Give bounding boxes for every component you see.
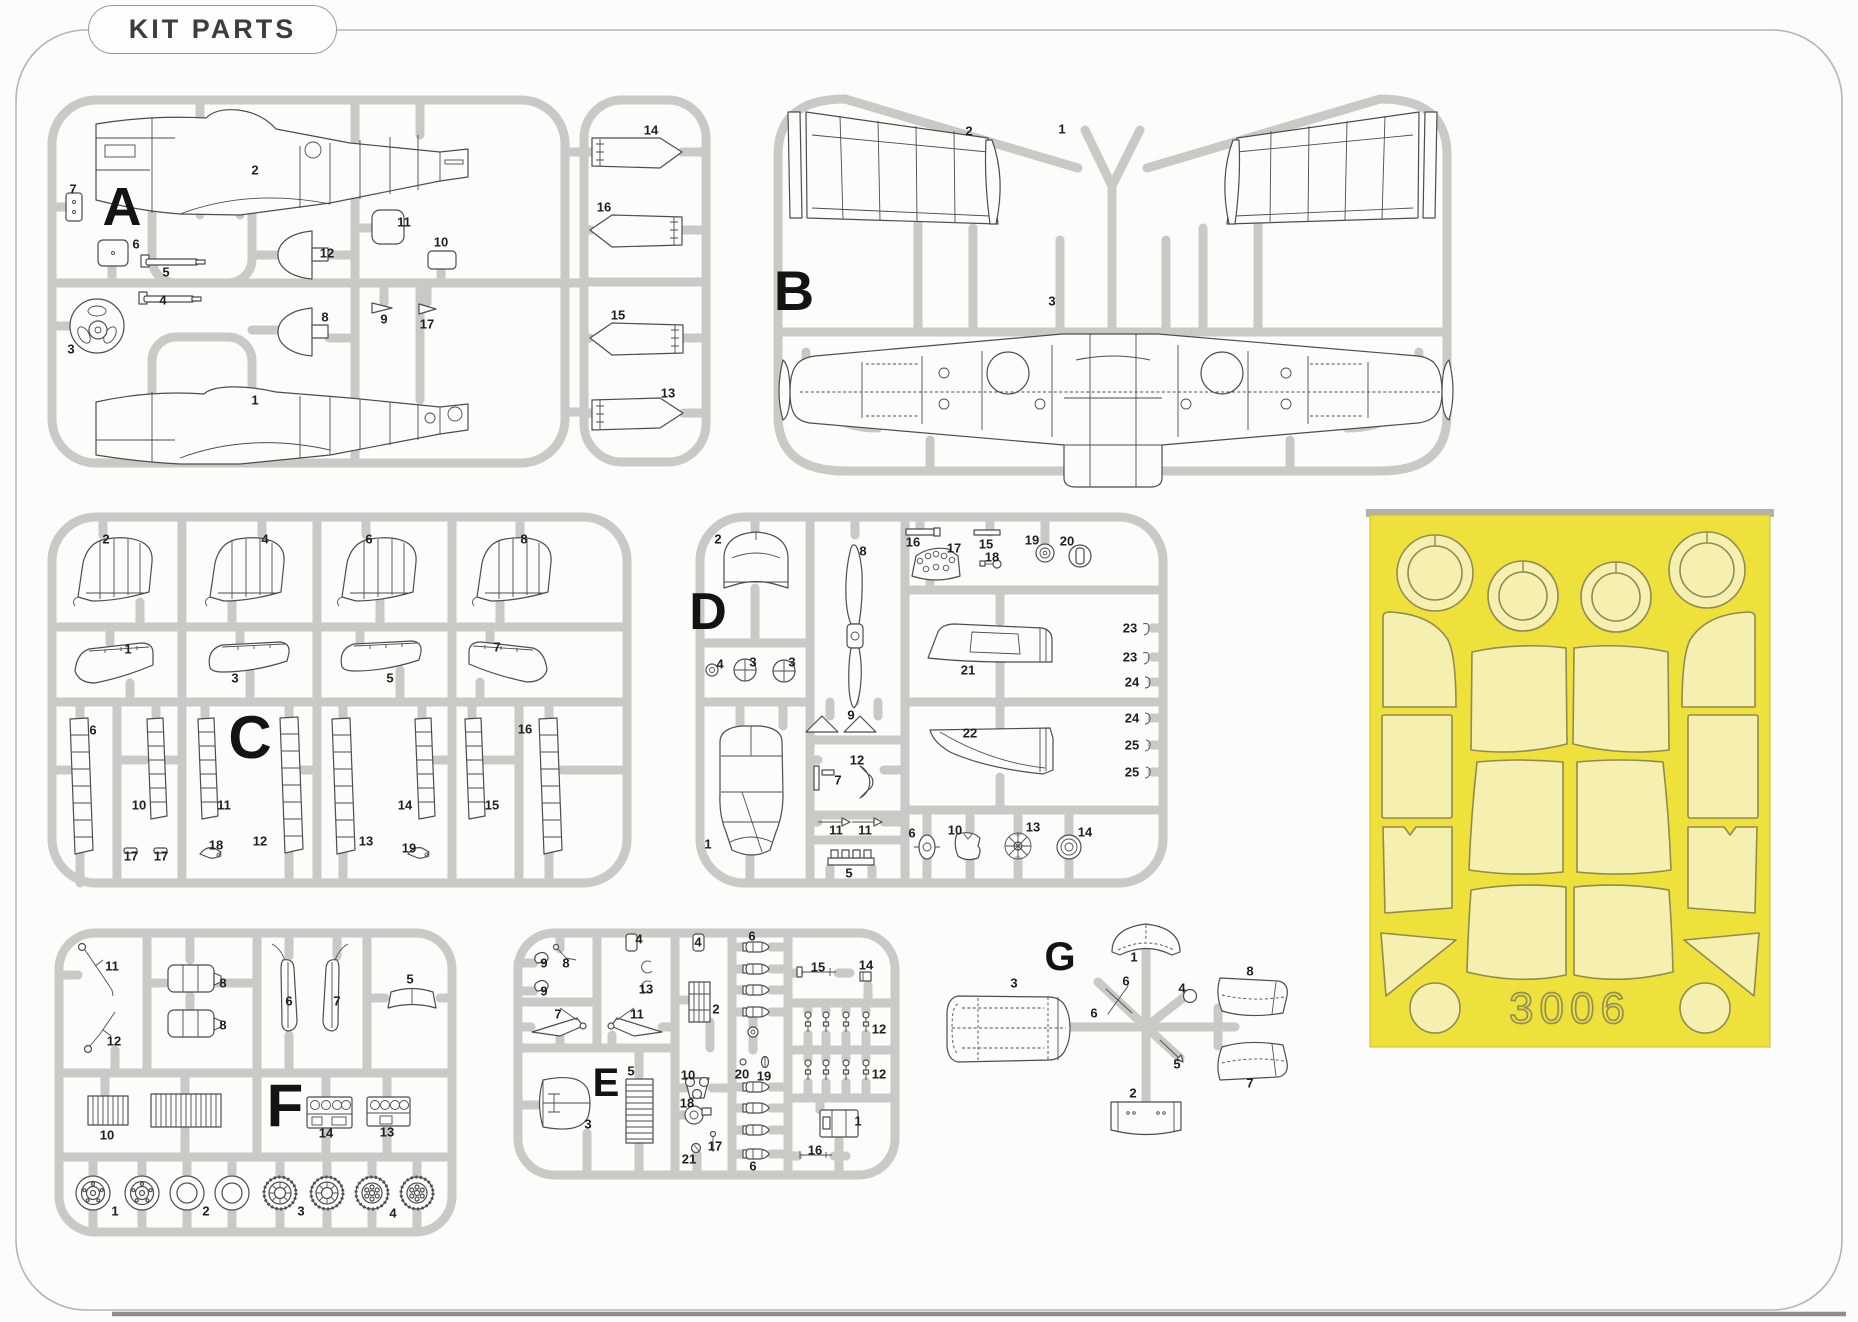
part-cockpit-small	[906, 528, 1091, 580]
part-number-label: 19	[1024, 532, 1040, 548]
part-number-label: 12	[871, 1021, 887, 1037]
part-number-label: 15	[610, 307, 626, 323]
part-number-label: 14	[1077, 824, 1093, 840]
part-wing-upper-right	[1225, 112, 1437, 224]
part-number-label: 3	[1010, 975, 1018, 991]
part-number-label: 12	[106, 1033, 122, 1049]
part-number-label: 19	[756, 1068, 772, 1084]
part-number-label: 6	[749, 1158, 757, 1174]
part-number-label: 2	[102, 531, 110, 547]
part-canopy-mid	[928, 624, 1052, 662]
part-number-label: 7	[1246, 1075, 1254, 1091]
part-number-label: 5	[386, 670, 394, 686]
part-number-label: 16	[596, 199, 612, 215]
part-number-label: 2	[251, 162, 259, 178]
part-number-label: 14	[643, 122, 659, 138]
part-number-label: 18	[679, 1095, 695, 1111]
part-cowling-main	[947, 996, 1070, 1062]
part-cowling-bottom	[1111, 1102, 1181, 1135]
sprue-letter-f: F	[266, 1072, 304, 1139]
part-number-label: 7	[69, 181, 77, 197]
sprue-letter-c: C	[228, 704, 272, 771]
part-number-label: 7	[834, 772, 842, 788]
part-number-label: 25	[1124, 764, 1140, 780]
part-number-label: 12	[252, 833, 268, 849]
part-number-label: 8	[859, 543, 867, 559]
part-number-label: 2	[714, 531, 722, 547]
part-number-label: 5	[162, 264, 170, 280]
part-small-d-top	[706, 656, 795, 682]
part-number-label: 23	[1122, 620, 1138, 636]
part-gear-legs	[79, 944, 116, 1053]
part-number-label: 6	[132, 236, 140, 252]
mask-sheet-code: 3006	[1509, 984, 1631, 1033]
part-number-label: 11	[217, 797, 231, 813]
part-number-label: 2	[1129, 1085, 1137, 1101]
part-number-label: 3	[749, 654, 757, 670]
part-number-label: 11	[397, 214, 411, 230]
part-number-label: 6	[1122, 973, 1130, 989]
part-number-label: 10	[947, 822, 963, 838]
page-title: KIT PARTS	[128, 14, 297, 44]
part-number-label: 10	[680, 1067, 696, 1083]
part-small-d-bottom	[914, 833, 1081, 860]
part-number-label: 3	[231, 670, 239, 686]
part-headrest-armor	[388, 988, 436, 1008]
part-number-label: 13	[638, 981, 654, 997]
sprue-letter-a: A	[102, 177, 142, 237]
part-number-label: 5	[845, 865, 853, 881]
part-number-label: 12	[849, 752, 865, 768]
part-radiators	[88, 1094, 221, 1127]
sprue-g	[947, 924, 1287, 1135]
part-number-label: 24	[1124, 674, 1140, 690]
part-number-label: 20	[1059, 533, 1075, 549]
part-number-label: 8	[219, 1017, 227, 1033]
part-number-label: 9	[847, 707, 855, 723]
part-number-label: 11	[829, 822, 843, 838]
part-canopy-windscreen	[724, 532, 788, 588]
part-number-label: 7	[554, 1006, 562, 1022]
part-number-label: 5	[406, 971, 414, 987]
part-number-label: 19	[401, 840, 417, 856]
part-number-label: 3	[67, 341, 75, 357]
part-number-label: 3	[584, 1116, 592, 1132]
sprue-letter-d: D	[689, 583, 727, 641]
part-number-label: 11	[858, 822, 872, 838]
part-wing-lower	[779, 334, 1453, 487]
part-number-label: 10	[433, 234, 449, 250]
part-number-label: 4	[1178, 980, 1186, 996]
part-number-label: 7	[493, 639, 501, 655]
sprue-d	[700, 517, 1163, 883]
part-number-label: 1	[854, 1113, 862, 1129]
part-number-label: 21	[960, 662, 976, 678]
part-number-label: 3	[297, 1203, 305, 1219]
part-number-label: 18	[984, 549, 1000, 565]
part-number-label: 8	[321, 309, 329, 325]
part-number-label: 3	[1048, 293, 1056, 309]
part-wing-upper-left	[788, 112, 1000, 224]
sprue-f	[59, 933, 452, 1232]
part-gear-doors	[272, 944, 348, 1031]
part-number-label: 10	[131, 797, 147, 813]
part-number-label: 8	[520, 531, 528, 547]
part-number-label: 1	[124, 641, 132, 657]
part-number-label: 16	[517, 721, 533, 737]
part-number-label: 6	[285, 993, 293, 1009]
part-number-label: 15	[484, 797, 500, 813]
part-number-label: 14	[858, 957, 874, 973]
part-number-label: 2	[202, 1203, 210, 1219]
part-number-label: 15	[810, 959, 826, 975]
part-number-label: 21	[681, 1151, 697, 1167]
part-number-label: 17	[153, 848, 169, 864]
part-number-label: 12	[871, 1066, 887, 1082]
part-number-label: 17	[123, 848, 139, 864]
part-number-label: 16	[905, 534, 921, 550]
part-number-label: 6	[89, 722, 97, 738]
part-number-label: 6	[365, 531, 373, 547]
part-number-label: 4	[716, 656, 724, 672]
part-number-label: 1	[1058, 121, 1066, 137]
part-number-label: 22	[962, 725, 978, 741]
sprue-letter-b: B	[773, 259, 815, 322]
part-number-label: 13	[1025, 819, 1041, 835]
part-number-label: 9	[540, 983, 548, 999]
part-number-label: 4	[159, 292, 167, 308]
part-number-label: 20	[734, 1066, 750, 1082]
part-number-label: 6	[748, 928, 756, 944]
part-number-label: 1	[111, 1203, 119, 1219]
part-number-label: 15	[978, 536, 994, 552]
part-number-label: 13	[358, 833, 374, 849]
part-number-label: 12	[319, 245, 335, 261]
part-number-label: 11	[105, 958, 119, 974]
part-number-label: 10	[99, 1127, 115, 1143]
mask-sheet	[1366, 509, 1774, 1047]
part-number-label: 1	[704, 836, 712, 852]
part-propeller	[846, 545, 863, 708]
sprue-a	[52, 100, 706, 464]
part-number-label: 4	[389, 1205, 397, 1221]
part-number-label: 5	[627, 1063, 635, 1079]
part-number-label: 2	[965, 123, 973, 139]
part-number-label: 7	[333, 993, 341, 1009]
part-number-label: 5	[1173, 1056, 1181, 1072]
page-title-badge	[88, 5, 337, 54]
part-canopy-rear	[930, 725, 1053, 774]
part-number-label: 8	[562, 955, 570, 971]
part-number-label: 24	[1124, 710, 1140, 726]
sprue-b	[778, 99, 1453, 487]
part-number-label: 23	[1122, 649, 1138, 665]
part-number-label: 13	[379, 1124, 395, 1140]
part-number-label: 3	[788, 654, 796, 670]
part-number-label: 17	[707, 1138, 723, 1154]
part-small-c	[124, 848, 429, 859]
part-number-label: 9	[380, 311, 388, 327]
part-number-label: 11	[630, 1006, 644, 1022]
part-number-label: 9	[540, 955, 548, 971]
part-number-label: 17	[946, 540, 962, 556]
part-fuselage-left	[96, 387, 468, 464]
part-number-label: 17	[419, 316, 435, 332]
part-number-label: 8	[219, 975, 227, 991]
part-number-label: 16	[807, 1142, 823, 1158]
part-number-label: 13	[660, 385, 676, 401]
part-number-label: 4	[261, 531, 269, 547]
sprue-letter-e: E	[592, 1061, 620, 1105]
sprue-letter-g: G	[1044, 935, 1076, 979]
part-canopy-hood	[720, 726, 783, 855]
part-number-label: 2	[712, 1001, 720, 1017]
part-number-label: 4	[635, 931, 643, 947]
part-number-label: 6	[908, 825, 916, 841]
part-number-label: 1	[1130, 949, 1138, 965]
part-number-label: 8	[1246, 963, 1254, 979]
part-number-label: 1	[251, 392, 259, 408]
part-number-label: 14	[397, 797, 413, 813]
part-number-label: 6	[1090, 1005, 1098, 1021]
part-engine-blocks	[307, 1097, 410, 1128]
part-number-label: 14	[318, 1125, 334, 1141]
part-number-label: 25	[1124, 737, 1140, 753]
part-fuselage-right	[96, 110, 468, 215]
sprue-e	[518, 933, 895, 1175]
part-number-label: 18	[208, 837, 224, 853]
part-number-label: 4	[694, 934, 702, 950]
sprue-c	[52, 517, 627, 883]
